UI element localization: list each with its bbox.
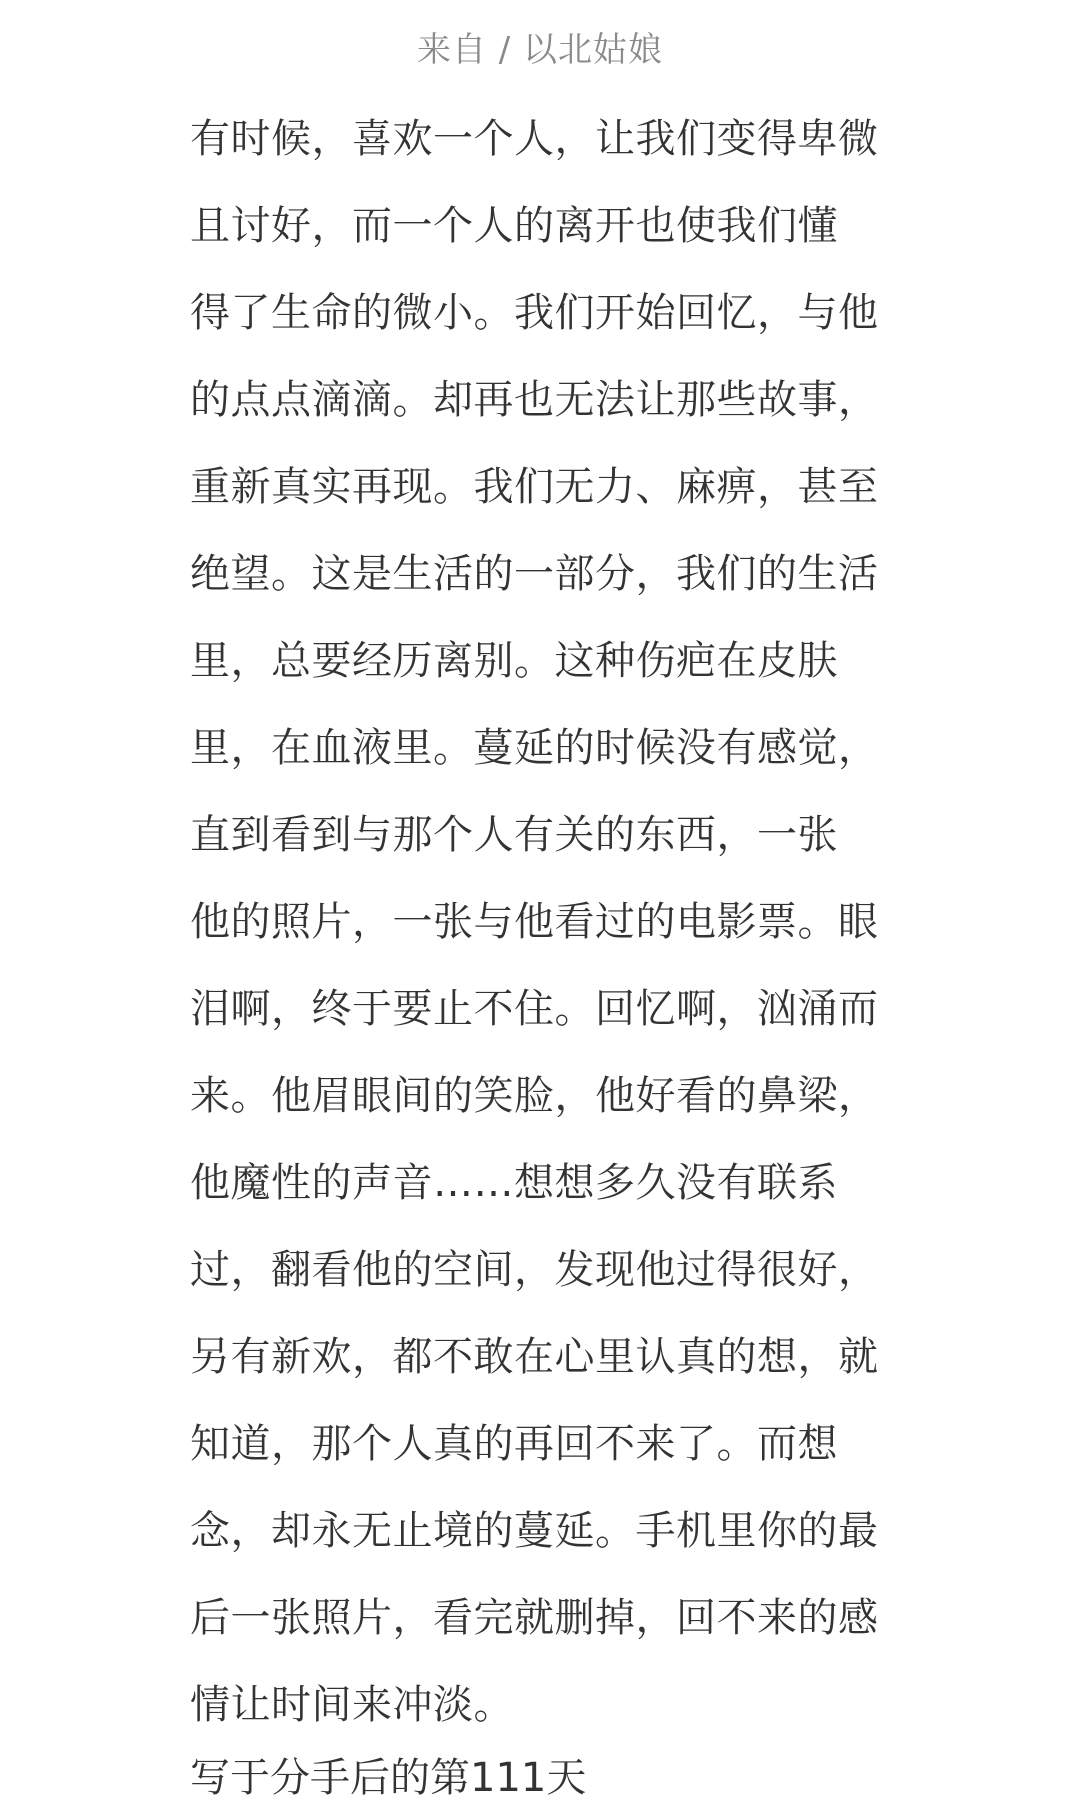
- article-line: 直到看到与那个人有关的东西，一张: [190, 812, 838, 858]
- article-line: 里，在血液里。蔓延的时候没有感觉，: [190, 725, 879, 771]
- article-line: 泪啊，终于要止不住。回忆啊，汹涌而: [190, 986, 879, 1032]
- article-line: 知道，那个人真的再回不来了。而想: [190, 1421, 838, 1467]
- article-line: 后一张照片，看完就删掉，回不来的感: [190, 1595, 879, 1641]
- article-line: 过，翻看他的空间，发现他过得很好，: [190, 1247, 879, 1293]
- article-line: 念，却永无止境的蔓延。手机里你的最: [190, 1508, 879, 1554]
- article-line: 且讨好，而一个人的离开也使我们懂: [190, 203, 838, 249]
- article-line: 情让时间来冲淡。: [190, 1682, 514, 1728]
- source-attribution: 来自 / 以北姑娘: [416, 30, 664, 70]
- article-line: 有时候，喜欢一个人，让我们变得卑微: [190, 116, 879, 162]
- article-line: 另有新欢，都不敢在心里认真的想，就: [190, 1334, 879, 1380]
- article-line: 的点点滴滴。却再也无法让那些故事，: [190, 377, 879, 423]
- article-line: 绝望。这是生活的一部分，我们的生活: [190, 551, 879, 597]
- article-line: 来。他眉眼间的笑脸，他好看的鼻梁，: [190, 1073, 879, 1119]
- article-line: 他的照片，一张与他看过的电影票。眼: [190, 899, 879, 945]
- article-body: [190, 96, 890, 1749]
- article-line: 得了生命的微小。我们开始回忆，与他: [190, 290, 879, 336]
- article-signature: 写于分手后的第111天: [190, 1755, 587, 1801]
- article-line: 里，总要经历离别。这种伤疤在皮肤: [190, 638, 838, 684]
- article-line: 重新真实再现。我们无力、麻痹，甚至: [190, 464, 879, 510]
- article-line: 他魔性的声音……想想多久没有联系: [190, 1160, 838, 1206]
